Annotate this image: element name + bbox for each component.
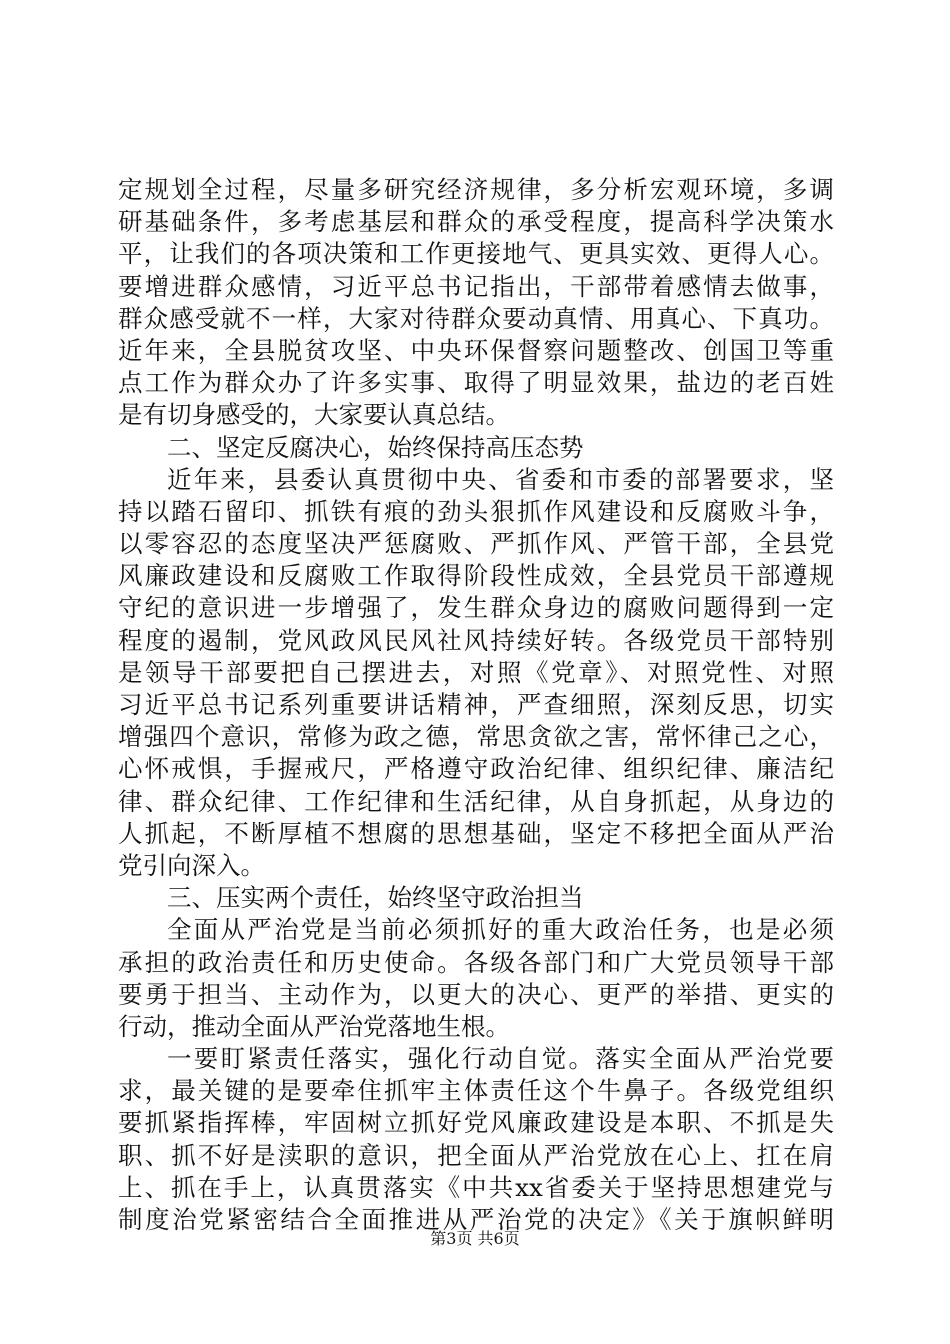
- text-line: 是领导干部要把自己摆进去，对照《党章》、对照党性、对照: [118, 657, 834, 687]
- text-line: 守纪的意识进一步增强了，发生群众身边的腐败问题得到一定: [118, 593, 834, 623]
- text-line: 程度的遏制，党风政风民风社风持续好转。各级党员干部特别: [118, 625, 834, 655]
- text-line: 人抓起，不断厚植不想腐的思想基础，坚定不移把全面从严治: [118, 818, 834, 848]
- text-line: 行动，推动全面从严治党落地生根。: [118, 1011, 510, 1041]
- text-line: 二、坚定反腐决心，始终保持高压态势: [167, 432, 584, 462]
- text-line: 全面从严治党是当前必须抓好的重大政治任务，也是必须: [167, 915, 834, 945]
- text-line: 以零容忍的态度坚决严惩腐败、严抓作风、严管干部，全县党: [118, 529, 834, 559]
- text-line: 制度治党紧密结合全面推进从严治党的决定》《关于旗帜鲜明: [118, 1205, 834, 1234]
- text-line: 上、抓在手上，认真贯落实《中共xx省委关于坚持思想建党与: [118, 1172, 834, 1202]
- text-line: 要勇于担当、主动作为，以更大的决心、更严的举措、更实的: [118, 979, 834, 1009]
- text-line: 承担的政治责任和历史使命。各级各部门和广大党员领导干部: [118, 947, 834, 977]
- text-line: 持以踏石留印、抓铁有痕的劲头狠抓作风建设和反腐败斗争，: [118, 496, 834, 526]
- text-line: 研基础条件，多考虑基层和群众的承受程度，提高科学决策水: [118, 207, 834, 237]
- text-line: 求，最关键的是要牵住抓牢主体责任这个牛鼻子。各级党组织: [118, 1076, 834, 1106]
- text-line: 三、压实两个责任，始终坚守政治担当: [167, 883, 584, 913]
- text-line: 习近平总书记系列重要讲话精神，严查细照，深刻反思，切实: [118, 690, 834, 719]
- text-line: 定规划全过程，尽量多研究经济规律，多分析宏观环境，多调: [118, 175, 834, 204]
- text-line: 增强四个意识，常修为政之德，常思贪欲之害，常怀律己之心，: [118, 722, 834, 752]
- text-line: 平，让我们的各项决策和工作更接地气、更具实效、更得人心。: [118, 239, 834, 269]
- text-line: 近年来，全县脱贫攻坚、中央环保督察问题整改、创国卫等重: [118, 335, 834, 365]
- text-line: 是有切身感受的，大家要认真总结。: [118, 400, 510, 430]
- text-line: 心怀戒惧，手握戒尺，严格遵守政治纪律、组织纪律、廉洁纪: [118, 754, 834, 784]
- text-line: 一要盯紧责任落实，强化行动自觉。落实全面从严治党要: [167, 1044, 834, 1074]
- text-line: 党引向深入。: [118, 850, 265, 880]
- text-line: 要增进群众感情，习近平总书记指出，干部带着感情去做事，: [118, 271, 834, 301]
- text-line: 风廉政建设和反腐败工作取得阶段性成效，全县党员干部遵规: [118, 561, 834, 591]
- text-line: 要抓紧指挥棒，牢固树立抓好党风廉政建设是本职、不抓是失: [118, 1108, 834, 1138]
- text-line: 近年来，县委认真贯彻中央、省委和市委的部署要求，坚: [167, 464, 834, 494]
- text-line: 点工作为群众办了许多实事、取得了明显效果，盐边的老百姓: [118, 368, 834, 398]
- page-footer: 第3页 共6页: [430, 1229, 520, 1248]
- text-line: 职、抓不好是渎职的意识，把全面从严治党放在心上、扛在肩: [118, 1140, 834, 1170]
- document-body: [118, 174, 834, 1236]
- text-line: 群众感受就不一样，大家对待群众要动真情、用真心、下真功。: [118, 303, 834, 333]
- text-line: 律、群众纪律、工作纪律和生活纪律，从自身抓起，从身边的: [118, 786, 834, 816]
